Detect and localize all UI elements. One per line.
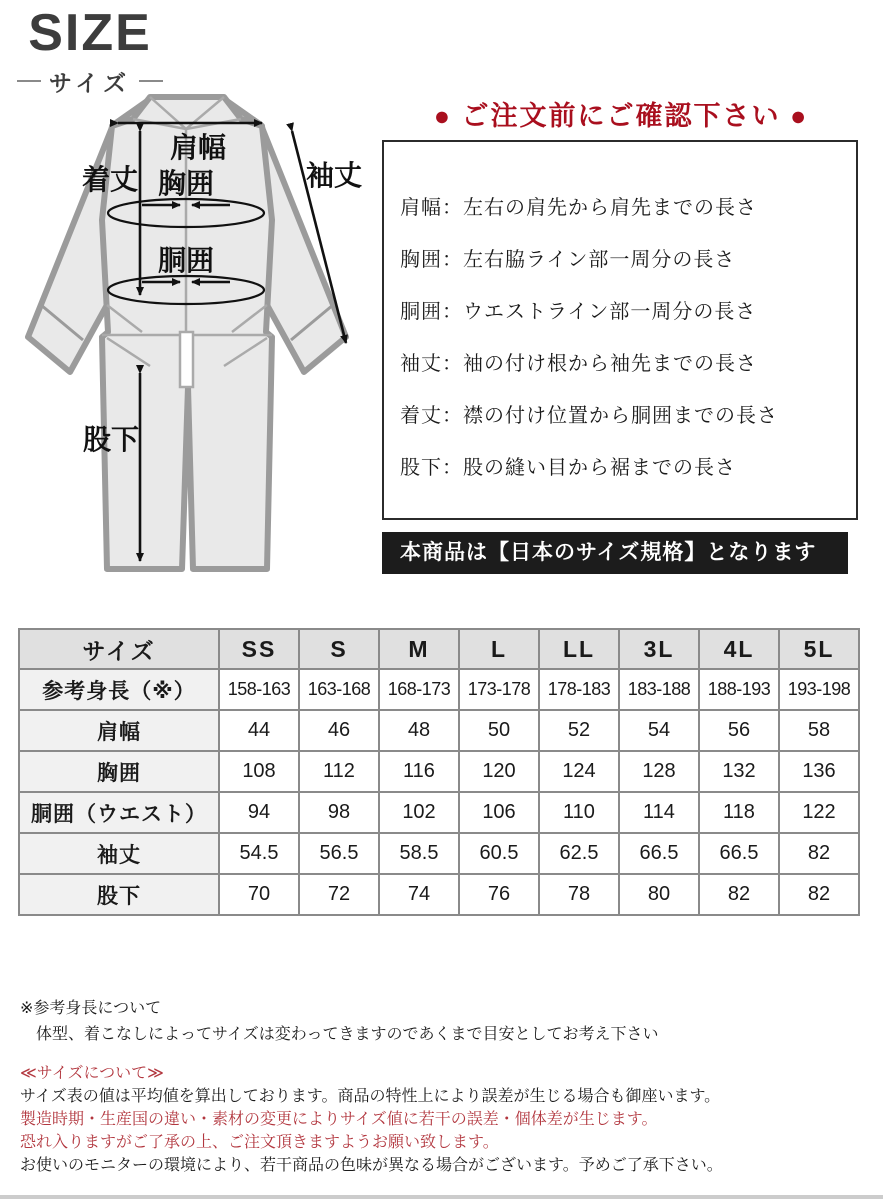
- table-cell: 78: [539, 874, 619, 915]
- table-cell: 118: [699, 792, 779, 833]
- table-cell: 50: [459, 710, 539, 751]
- table-cell: 178-183: [539, 669, 619, 710]
- table-header-M: M: [379, 629, 459, 669]
- note-line: お使いのモニターの環境により、若干商品の色味が異なる場合がございます。予めご了承下さい。: [20, 1157, 723, 1174]
- diagram-label-body-length: 着丈: [81, 164, 139, 195]
- table-cell: 120: [459, 751, 539, 792]
- table-cell: 116: [379, 751, 459, 792]
- table-cell: 82: [779, 833, 859, 874]
- definition-item: 袖丈：袖の付け根から袖先までの長さ: [400, 353, 757, 375]
- table-cell: 54.5: [219, 833, 299, 874]
- table-header-3L: 3L: [619, 629, 699, 669]
- table-row: [19, 751, 859, 792]
- table-cell: 124: [539, 751, 619, 792]
- row-label: 参考身長（※）: [19, 669, 219, 710]
- page-title-en: SIZE: [28, 4, 152, 62]
- table-header-L: L: [459, 629, 539, 669]
- coverall-measurement-diagram: [10, 85, 380, 585]
- row-label: 胴囲（ウエスト）: [19, 792, 219, 833]
- table-row: [19, 710, 859, 751]
- table-cell: 76: [459, 874, 539, 915]
- note-line: 恐れ入りますがご了承の上、ご注文頂きますようお願い致します。: [20, 1134, 499, 1151]
- table-cell: 136: [779, 751, 859, 792]
- table-header-SS: SS: [219, 629, 299, 669]
- page-title: [10, 6, 170, 98]
- table-header-5L: 5L: [779, 629, 859, 669]
- table-cell: 106: [459, 792, 539, 833]
- diagram-label-inseam: 股下: [82, 424, 140, 455]
- table-row: [19, 874, 859, 915]
- table-header-S: S: [299, 629, 379, 669]
- table-cell: 112: [299, 751, 379, 792]
- table-row: [19, 833, 859, 874]
- table-header-size: サイズ: [19, 629, 219, 669]
- size-notes: [20, 1062, 723, 1177]
- table-cell: 82: [699, 874, 779, 915]
- table-cell: 60.5: [459, 833, 539, 874]
- table-header-4L: 4L: [699, 629, 779, 669]
- row-label: 袖丈: [19, 833, 219, 874]
- table-cell: 66.5: [699, 833, 779, 874]
- table-cell: 80: [619, 874, 699, 915]
- table-cell: 183-188: [619, 669, 699, 710]
- table-cell: 122: [779, 792, 859, 833]
- table-cell: 72: [299, 874, 379, 915]
- table-cell: 82: [779, 874, 859, 915]
- table-cell: 58.5: [379, 833, 459, 874]
- table-cell: 98: [299, 792, 379, 833]
- table-cell: 110: [539, 792, 619, 833]
- table-cell: 102: [379, 792, 459, 833]
- table-header-row: [19, 629, 859, 669]
- size-table-head: [19, 629, 859, 669]
- table-cell: 54: [619, 710, 699, 751]
- table-cell: 74: [379, 874, 459, 915]
- size-table-body: [19, 669, 859, 915]
- table-cell: 44: [219, 710, 299, 751]
- jp-standard-bar: 本商品は【日本のサイズ規格】となります: [382, 532, 848, 574]
- heading-dash-left: [17, 80, 41, 82]
- row-label: 肩幅: [19, 710, 219, 751]
- table-cell: 128: [619, 751, 699, 792]
- table-cell: 168-173: [379, 669, 459, 710]
- definition-item: 胴囲：ウエストライン部一周分の長さ: [400, 301, 757, 323]
- table-row: [19, 792, 859, 833]
- table-cell: 188-193: [699, 669, 779, 710]
- row-label: 股下: [19, 874, 219, 915]
- table-cell: 114: [619, 792, 699, 833]
- notice-title: ● ご注文前にご確認下さい ●: [433, 101, 809, 131]
- table-cell: 158-163: [219, 669, 299, 710]
- note-line: 製造時期・生産国の違い・素材の変更によりサイズ値に若干の誤差・個体差が生じます。: [20, 1111, 658, 1128]
- table-cell: 46: [299, 710, 379, 751]
- table-cell: 66.5: [619, 833, 699, 874]
- notes-reference-title: ※参考身長について: [20, 1000, 162, 1017]
- diagram-label-shoulder-width: 肩幅: [169, 132, 227, 163]
- definition-item: 肩幅：左右の肩先から肩先までの長さ: [400, 197, 757, 219]
- diagram-label-waist: 胴囲: [157, 245, 215, 276]
- table-cell: 132: [699, 751, 779, 792]
- table-cell: 193-198: [779, 669, 859, 710]
- table-cell: 62.5: [539, 833, 619, 874]
- table-cell: 52: [539, 710, 619, 751]
- page-title-ja: サイズ: [48, 69, 132, 96]
- table-row: [19, 669, 859, 710]
- notes-reference-body: 体型、着こなしによってサイズは変わってきますのであくまで目安としてお考え下さい: [20, 1026, 659, 1043]
- table-header-LL: LL: [539, 629, 619, 669]
- table-cell: 56: [699, 710, 779, 751]
- table-cell: 48: [379, 710, 459, 751]
- table-cell: 163-168: [299, 669, 379, 710]
- definition-item: 着丈：襟の付け位置から胴囲までの長さ: [400, 405, 778, 427]
- heading-dash-right: [139, 80, 163, 82]
- note-line: サイズ表の値は平均値を算出しております。商品の特性上により誤差が生じる場合も御座います。: [20, 1088, 721, 1105]
- notes-reference: [20, 996, 659, 1048]
- table-cell: 173-178: [459, 669, 539, 710]
- table-cell: 108: [219, 751, 299, 792]
- diagram-label-sleeve-length: 袖丈: [305, 160, 363, 191]
- definition-list: [400, 182, 856, 494]
- table-cell: 58: [779, 710, 859, 751]
- note-line: ≪サイズについて≫: [20, 1065, 164, 1082]
- notice-box: [382, 140, 858, 520]
- table-cell: 94: [219, 792, 299, 833]
- definition-item: 胸囲：左右脇ライン部一周分の長さ: [400, 249, 736, 271]
- table-cell: 56.5: [299, 833, 379, 874]
- diagram-label-chest: 胸囲: [157, 168, 215, 199]
- row-label: 胸囲: [19, 751, 219, 792]
- table-cell: 70: [219, 874, 299, 915]
- bottom-divider: [0, 1195, 883, 1199]
- definition-item: 股下：股の縫い目から裾までの長さ: [400, 457, 736, 479]
- size-table: [18, 628, 860, 916]
